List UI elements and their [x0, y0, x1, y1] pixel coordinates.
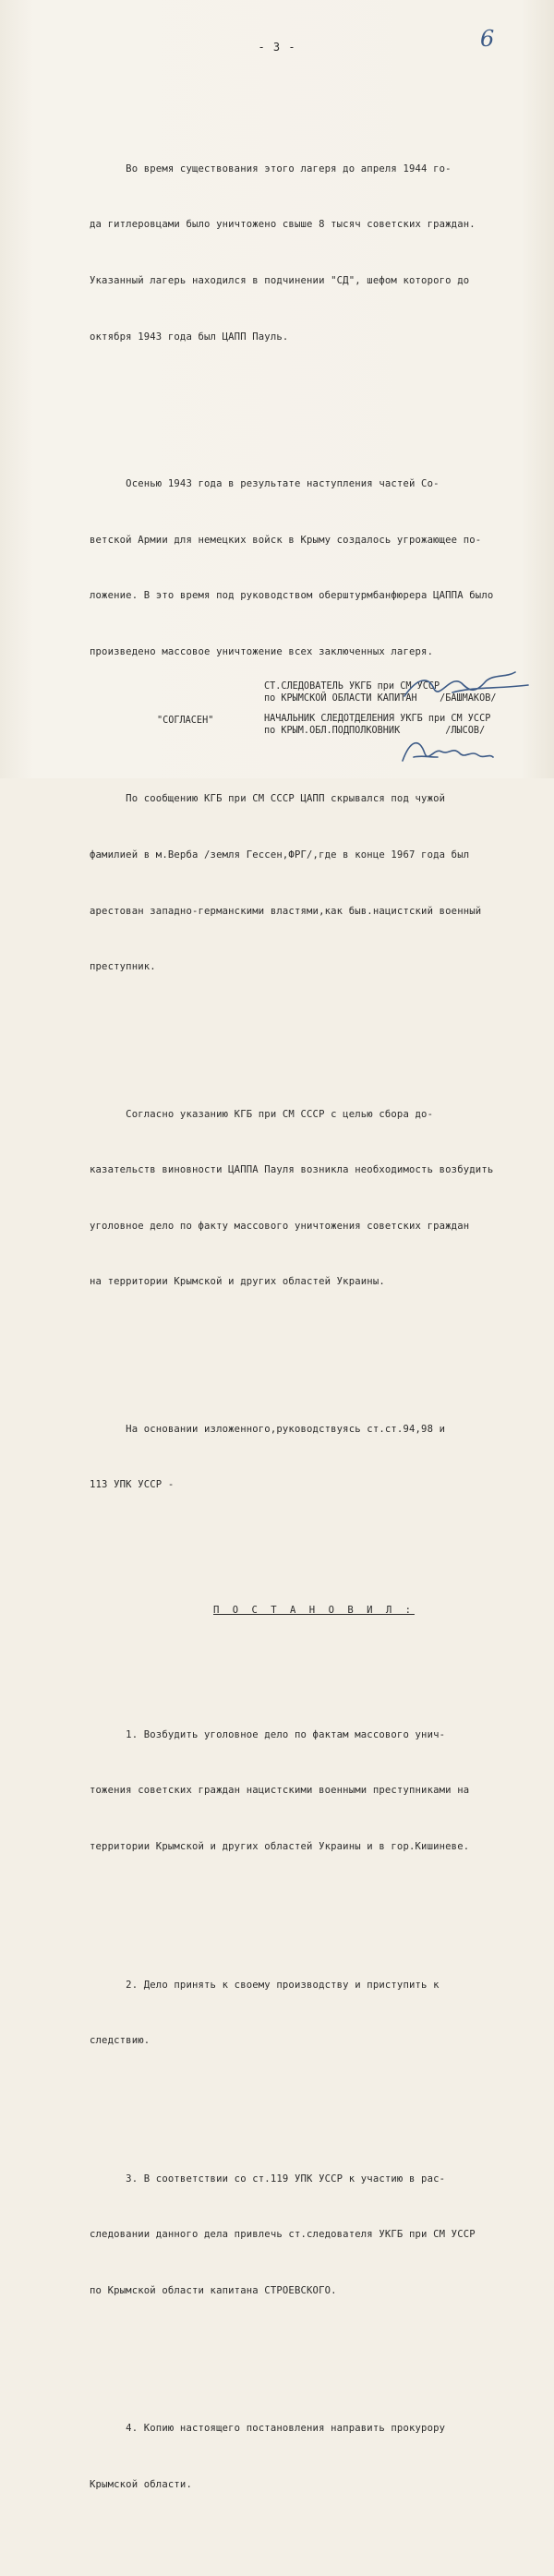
resolution-item [90, 1688, 538, 1893]
document-body [90, 85, 538, 2576]
text-line: Во время существования этого лагеря до апреля 1944 го- [90, 163, 452, 175]
paragraph [90, 122, 538, 383]
text-line: 113 УПК УССР - [90, 1479, 175, 1491]
text-line: На основании изложенного,руководствуясь ст.ст.94,98 и [90, 1423, 446, 1435]
text-line: ложение. В это время под руководством оберштурмбанфюрера ЦАППА было [90, 590, 494, 602]
text-line: следствию. [90, 2035, 151, 2047]
resolution-heading: П О С Т А Н О В И Л : [213, 1604, 415, 1616]
text-line: Крымской области. [90, 2478, 192, 2490]
resolution-item [90, 2132, 538, 2337]
text-line: на территории Крымской и других областей Украины. [90, 1276, 385, 1288]
text-line: уголовное дело по факту массового уничтожения советских граждан [90, 1220, 470, 1232]
text-line: октября 1943 года был ЦАПП Пауль. [90, 331, 289, 343]
text-line: произведено массовое уничтожение всех заключенных лагеря. [90, 645, 434, 657]
text-line: преступник. [90, 961, 156, 973]
paragraph [90, 1382, 538, 1532]
signatory-1-title: СТ.СЛЕДОВАТЕЛЬ УКГБ при СМ УССР [264, 681, 440, 692]
paragraph [90, 752, 538, 1014]
text-line: Осенью 1943 года в результате наступления частей Со- [90, 478, 440, 490]
page-number: - 3 - [258, 41, 296, 54]
paragraph [90, 1067, 538, 1329]
text-line: тожения советских граждан нацистскими военными преступниками на [90, 1785, 470, 1797]
text-line: 1. Возбудить уголовное дело по фактам массового унич- [90, 1728, 446, 1740]
text-line: 3. В соответствии со ст.119 УПК УССР к участию в рас- [90, 2173, 446, 2185]
text-line: По сообщению КГБ при СМ СССР ЦАПП скрывался под чужой [90, 793, 446, 805]
signatory-2-rank-name: по КРЫМ.ОБЛ.ПОДПОЛКОВНИК /ЛЫСОВ/ [264, 726, 486, 736]
text-line: 2. Дело принять к своему производству и приступить к [90, 1979, 440, 1991]
approval-label: "СОГЛАСЕН" [157, 716, 214, 726]
text-line: следовании данного дела привлечь ст.следователя УКГБ при СМ УССР [90, 2229, 476, 2241]
handwritten-page-number: 6 [480, 26, 495, 52]
text-line: арестован западно-германскими властями,как быв.нацистский военный [90, 905, 482, 917]
text-line: казательств виновности ЦАППА Пауля возникла необходимость возбудить [90, 1164, 494, 1176]
text-line: территории Крымской и других областей Украины и в гор.Кишиневе. [90, 1841, 470, 1853]
text-line: 4. Копию настоящего постановления направить прокурору [90, 2423, 446, 2435]
signatory-1-rank-name: по КРЫМСКОЙ ОБЛАСТИ КАПИТАН /БАШМАКОВ/ [264, 693, 497, 704]
text-line: Указанный лагерь находился в подчинении "СД", шефом которого до [90, 275, 470, 287]
resolution-item [90, 1938, 538, 2088]
text-line: фамилией в м.Верба /земля Гессен,ФРГ/,где в конце 1967 года был [90, 849, 470, 861]
resolution-item [90, 2382, 538, 2532]
signature-2-handwritten [397, 729, 499, 770]
text-line: ветской Армии для немецких войск в Крыму создалось угрожающее по- [90, 534, 482, 546]
text-line: по Крымской области капитана СТРОЕВСКОГО. [90, 2284, 337, 2296]
signature-1-handwritten [397, 668, 536, 709]
signatory-2-title: НАЧАЛЬНИК СЛЕДОТДЕЛЕНИЯ УКГБ при СМ УССР [264, 714, 491, 724]
text-line: да гитлеровцами было уничтожено свыше 8 тысяч советских граждан. [90, 219, 476, 231]
text-line: Согласно указанию КГБ при СМ СССР с целью сбора до- [90, 1108, 434, 1120]
paragraph [90, 438, 538, 699]
